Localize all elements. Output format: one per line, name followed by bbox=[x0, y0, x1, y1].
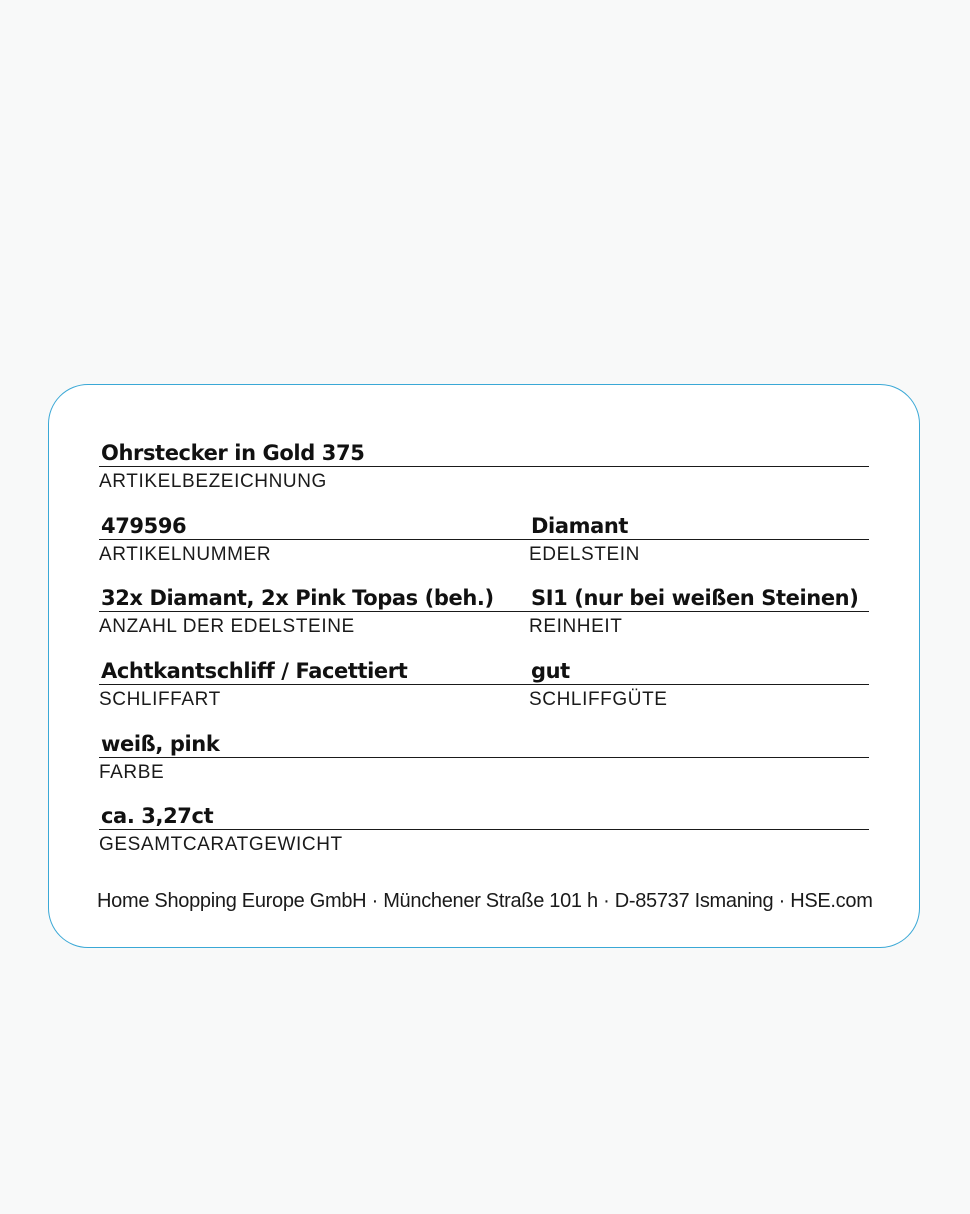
anzahl-edelsteine-value: 32x Diamant, 2x Pink Topas (beh.) bbox=[99, 585, 529, 612]
field-artikelnummer bbox=[99, 513, 529, 566]
field-artikelbezeichnung bbox=[99, 440, 869, 493]
reinheit-value: SI1 (nur bei weißen Steinen) bbox=[529, 585, 869, 612]
schliffart-value: Achtkantschliff / Facettiert bbox=[99, 658, 529, 685]
company-footer: Home Shopping Europe GmbH · Münchener Straße 101 h · D-85737 Ismaning · HSE.com bbox=[97, 890, 873, 912]
product-info-card bbox=[48, 384, 920, 948]
field-schliffart bbox=[99, 658, 529, 711]
field-anzahl-edelsteine bbox=[99, 585, 529, 638]
gesamtcaratgewicht-value: ca. 3,27ct bbox=[99, 803, 869, 830]
field-reinheit bbox=[529, 585, 869, 638]
schliffguete-label: SCHLIFFGÜTE bbox=[529, 689, 668, 710]
farbe-value: weiß, pink bbox=[99, 731, 869, 758]
edelstein-value: Diamant bbox=[529, 513, 869, 540]
field-farbe bbox=[99, 731, 869, 784]
gesamtcaratgewicht-label: GESAMTCARATGEWICHT bbox=[99, 834, 343, 855]
edelstein-label: EDELSTEIN bbox=[529, 544, 640, 565]
artikelbezeichnung-label: ARTIKELBEZEICHNUNG bbox=[99, 471, 327, 492]
artikelnummer-value: 479596 bbox=[99, 513, 529, 540]
field-gesamtcaratgewicht bbox=[99, 803, 869, 856]
anzahl-edelsteine-label: ANZAHL DER EDELSTEINE bbox=[99, 616, 355, 637]
schliffguete-value: gut bbox=[529, 658, 869, 685]
artikelnummer-label: ARTIKELNUMMER bbox=[99, 544, 272, 565]
field-edelstein bbox=[529, 513, 869, 566]
reinheit-label: REINHEIT bbox=[529, 616, 623, 637]
farbe-label: FARBE bbox=[99, 762, 165, 783]
schliffart-label: SCHLIFFART bbox=[99, 689, 221, 710]
field-schliffguete bbox=[529, 658, 869, 711]
artikelbezeichnung-value: Ohrstecker in Gold 375 bbox=[99, 440, 869, 467]
